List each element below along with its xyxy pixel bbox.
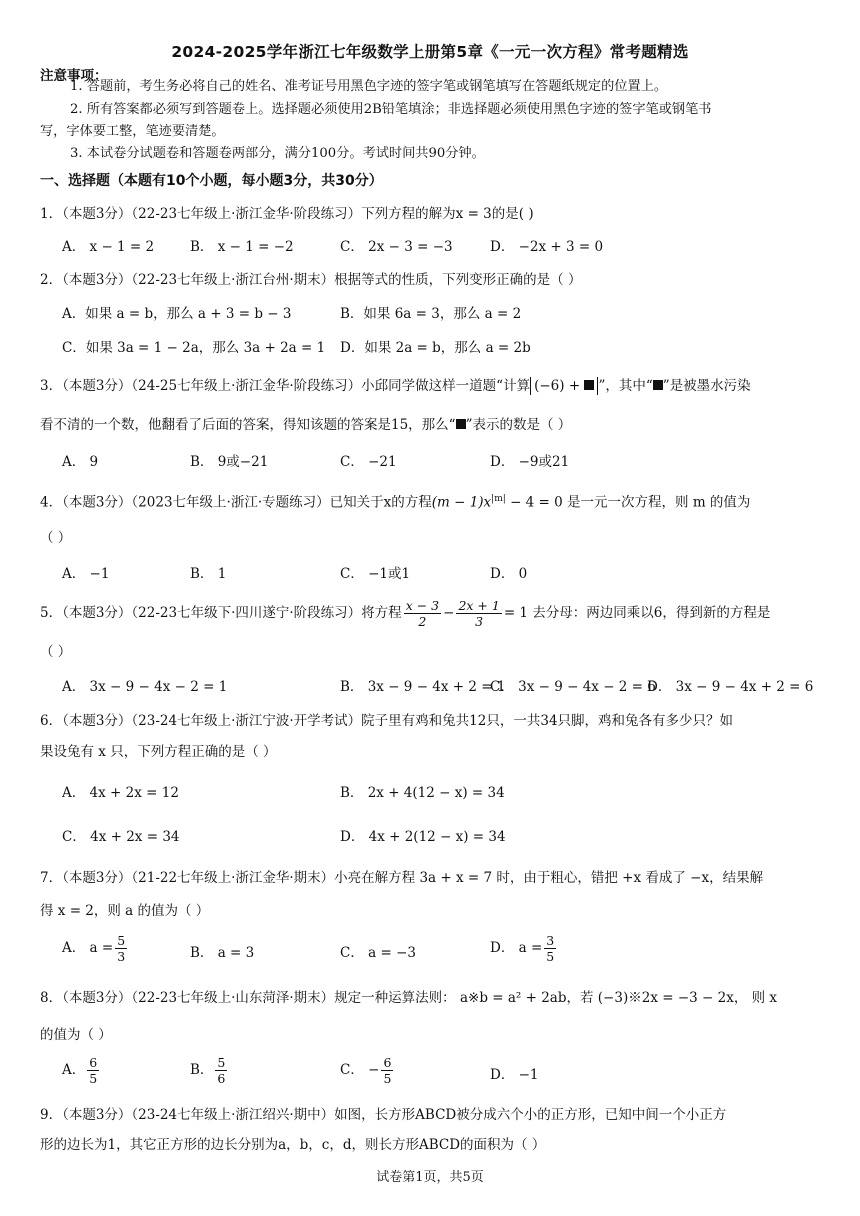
section-heading: 一、选择题（本题有10个小题，每小题3分，共30分） [40, 173, 383, 189]
q5-option-b: B． 3x − 9 − 4x + 2 = 1 [340, 679, 506, 695]
question-2-stem: 2．（本题3分）（22-23七年级上·浙江台州·期末）根据等式的性质，下列变形正确的是（ ） [40, 272, 582, 288]
ink-blot-square-icon [584, 380, 594, 390]
question-6-line2: 果设兔有 x 只，下列方程正确的是（ ） [40, 744, 277, 760]
question-5-options [62, 675, 822, 699]
question-1-options [62, 235, 822, 259]
q5-option-c: C． 3x − 9 − 4x − 2 = 6 [490, 679, 656, 695]
q2-option-a: A．如果 a = b，那么 a + 3 = b − 3 [62, 306, 292, 322]
q1-option-c: C． 2x − 3 = −3 [340, 239, 453, 255]
q5-option-a: A． 3x − 9 − 4x − 2 = 1 [62, 679, 228, 695]
question-9-stem: 9．（本题3分）（23-24七年级上·浙江绍兴·期中）如图，长方形ABCD被分成六个小的正方形，已知中间一个小正方 [40, 1107, 727, 1123]
question-9-line2: 形的边长为1，其它正方形的边长分别为a，b，c，d，则长方形ABCD的面积为（ ） [40, 1137, 546, 1153]
ink-blot-square-icon [456, 419, 466, 429]
q3-option-c: C． −21 [340, 454, 397, 470]
q4-option-a: A． −1 [62, 566, 110, 582]
absolute-value-expression: (−6) + [530, 377, 598, 395]
question-4-line2: （ ） [40, 530, 72, 546]
ink-blot-square-icon [653, 380, 663, 390]
q3-option-d: D． −9或21 [490, 454, 570, 470]
question-7-stem: 7．（本题3分）（21-22七年级上·浙江金华·期末）小亮在解方程 3a + x = 7 时，由于粗心，错把 +x 看成了 −x，结果解 [40, 870, 764, 886]
note-2-cont: 写，字体要工整，笔迹要清楚。 [40, 124, 225, 139]
question-3-stem: 3．（本题3分）（24-25七年级上·浙江金华·阶段练习）小邱同学做这样一道题“计算 (−6) + ”，其中“ ”是被墨水污染 [40, 378, 751, 394]
q5-option-d: D． 3x − 9 − 4x + 2 = 6 [647, 679, 814, 695]
note-2: 2. 所有答案都必须写到答题卷上。选择题必须使用2B铅笔填涂；非选择题必须使用黑色字迹的签字笔或钢笔书 [70, 102, 712, 117]
q2-option-d: D．如果 2a = b，那么 a = 2b [340, 340, 531, 356]
q1-option-a: A． x − 1 = 2 [62, 239, 155, 255]
q6-option-d: D． 4x + 2(12 − x) = 34 [340, 829, 506, 845]
notes-heading: 注意事项： [40, 68, 108, 84]
question-4-stem: 4．（本题3分）（2023七年级上·浙江·专题练习）已知关于x的方程$(m - 1)x^{|m|} - 4 = 0$ 是一元一次方程，则 m 的值为 [40, 494, 751, 511]
q4-option-d: D． 0 [490, 566, 528, 582]
q8-option-c: C． − $\frac{6}{5}$ [340, 1055, 392, 1086]
question-1-stem: 1．（本题3分）（22-23七年级上·浙江金华·阶段练习）下列方程的解为x = 3的是( ) [40, 206, 534, 222]
question-5-stem: 5．（本题3分）（22-23七年级下·四川遂宁·阶段练习）将方程 $\frac{x - 3}{2}$ − $\frac{2x + 1}{3}$ = 1 去分母：两边同乘以6，得到新的方程是 [40, 598, 771, 629]
question-7-line2: 得 x = 2，则 a 的值为（ ） [40, 903, 210, 919]
question-8-line2: 的值为（ ） [40, 1027, 112, 1043]
q7-option-a: A． a = $\frac{5}{3}$ [62, 933, 126, 964]
fraction-1: $\frac{x - 3}{2}$ [405, 598, 440, 629]
q2-option-b: B．如果 6a = 3，那么 a = 2 [340, 306, 522, 322]
note-1: 1. 答题前，考生务必将自己的姓名、准考证号用黑色字迹的签字笔或钢笔填写在答题纸规定的位置上。 [70, 79, 668, 94]
question-3-line2: 看不清的一个数，他翻看了后面的答案，得知该题的答案是15，那么“ ”表示的数是（ ） [40, 417, 572, 433]
q8-option-b: B． $\frac{5}{6}$ [190, 1055, 226, 1086]
question-3-options [62, 450, 822, 474]
question-2-options-row1 [62, 302, 822, 326]
question-6-options-row1 [62, 781, 822, 805]
q1-option-d: D． −2x + 3 = 0 [490, 239, 604, 255]
page-title: 2024-2025学年浙江七年级数学上册第5章《一元一次方程》常考题精选 [171, 43, 689, 61]
q8-option-a: A． $\frac{6}{5}$ [62, 1055, 98, 1086]
q4-option-b: B． 1 [190, 566, 227, 582]
q7-option-b: B． a = 3 [190, 945, 255, 961]
question-4-options [62, 562, 822, 586]
q6-option-b: B． 2x + 4(12 − x) = 34 [340, 785, 505, 801]
q3-option-a: A． 9 [62, 454, 99, 470]
q7-option-d: D． a = $\frac{3}{5}$ [490, 933, 555, 964]
page-footer: 试卷第1页，共5页 [376, 1170, 484, 1185]
q6-option-a: A． 4x + 2x = 12 [62, 785, 179, 801]
question-8-options [62, 1055, 822, 1093]
question-8-stem: 8．（本题3分）（22-23七年级上·山东菏泽·期末）规定一种运算法则： a※b = a² + 2ab，若 (−3)※2x = −3 − 2x， 则 x [40, 990, 778, 1006]
q6-option-c: C． 4x + 2x = 34 [62, 829, 180, 845]
q7-option-c: C． a = −3 [340, 945, 416, 961]
question-6-options-row2 [62, 825, 822, 849]
note-3: 3. 本试卷分试题卷和答题卷两部分，满分100分。考试时间共90分钟。 [70, 146, 485, 161]
q3-option-b: B． 9或−21 [190, 454, 269, 470]
question-5-line2: （ ） [40, 644, 72, 660]
q1-option-b: B． x − 1 = −2 [190, 239, 294, 255]
q8-option-d: D． −1 [490, 1067, 539, 1083]
fraction-2: $\frac{2x + 1}{3}$ [458, 598, 500, 629]
q4-option-c: C． −1或1 [340, 566, 411, 582]
question-6-stem: 6．（本题3分）（23-24七年级上·浙江宁波·开学考试）院子里有鸡和兔共12只，一共34只脚，鸡和兔各有多少只？如 [40, 713, 734, 729]
question-2-options-row2 [62, 336, 822, 360]
q2-option-c: C．如果 3a = 1 − 2a，那么 3a + 2a = 1 [62, 340, 326, 356]
question-7-options [62, 933, 822, 971]
